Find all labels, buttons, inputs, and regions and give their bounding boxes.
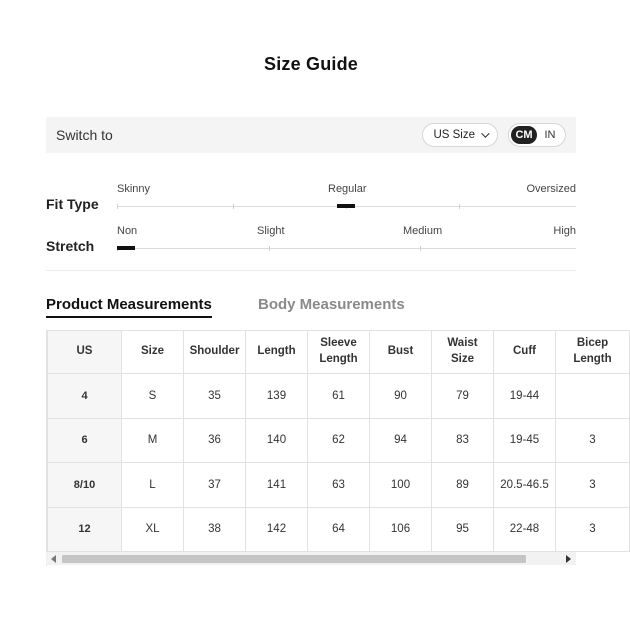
chevron-down-icon (481, 129, 489, 137)
table-cell (556, 374, 630, 419)
table-cell: 22-48 (494, 507, 556, 552)
measurements-table-container (46, 330, 612, 566)
scale-tick (269, 246, 270, 251)
table-cell: 83 (432, 418, 494, 463)
fit-type-marker (337, 204, 355, 208)
unit-cm-button[interactable]: CM (511, 126, 537, 144)
table-cell: 94 (370, 418, 432, 463)
table-cell: 140 (246, 418, 308, 463)
unit-in-button[interactable]: IN (544, 129, 556, 141)
fit-type-option-regular: Regular (328, 183, 367, 195)
table-cell: 36 (184, 418, 246, 463)
table-cell: S (122, 374, 184, 419)
stretch-option-high: High (553, 225, 576, 237)
page-title: Size Guide (263, 54, 359, 74)
size-system-value: US Size (433, 129, 475, 141)
table-body (48, 374, 630, 552)
column-header: Length (246, 331, 308, 374)
table-row (48, 418, 630, 463)
table-cell: L (122, 463, 184, 508)
section-divider (46, 270, 576, 271)
column-header: Waist Size (432, 331, 494, 374)
stretch-label: Stretch (46, 238, 95, 254)
table-cell: 19-44 (494, 374, 556, 419)
table-cell: 139 (246, 374, 308, 419)
fit-type-track (117, 206, 576, 207)
stretch-option-slight: Slight (257, 225, 285, 237)
column-header: Sleeve Length (308, 331, 370, 374)
column-header: Size (122, 331, 184, 374)
table-row (48, 374, 630, 419)
table-cell: M (122, 418, 184, 463)
table-cell: 141 (246, 463, 308, 508)
table-cell: 61 (308, 374, 370, 419)
column-header: Bicep Length (556, 331, 630, 374)
stretch-option-non: Non (117, 225, 138, 237)
stretch-marker (117, 246, 135, 250)
scale-tick (117, 204, 118, 209)
table-cell: 62 (308, 418, 370, 463)
table-cell: 3 (556, 418, 630, 463)
scroll-right-arrow-icon[interactable] (566, 555, 571, 563)
table-cell: 35 (184, 374, 246, 419)
table-cell: 89 (432, 463, 494, 508)
table-cell: XL (122, 507, 184, 552)
scale-tick (233, 204, 234, 209)
column-header: Cuff (494, 331, 556, 374)
table-cell: 37 (184, 463, 246, 508)
table-cell: 38 (184, 507, 246, 552)
table-cell: 95 (432, 507, 494, 552)
scroll-left-arrow-icon[interactable] (51, 555, 56, 563)
table-cell: 79 (432, 374, 494, 419)
size-system-dropdown[interactable] (422, 123, 498, 147)
table-cell: 6 (48, 418, 122, 463)
fit-type-option-skinny: Skinny (117, 183, 151, 195)
table-cell: 90 (370, 374, 432, 419)
unit-toggle (508, 123, 566, 147)
table-cell: 12 (48, 507, 122, 552)
table-row (48, 507, 630, 552)
table-cell: 4 (48, 374, 122, 419)
table-cell: 100 (370, 463, 432, 508)
stretch-option-medium: Medium (403, 225, 443, 237)
table-cell: 63 (308, 463, 370, 508)
tab-product-measurements[interactable]: Product Measurements (46, 296, 212, 318)
table-cell: 64 (308, 507, 370, 552)
measurements-table (47, 330, 630, 552)
table-cell: 19-45 (494, 418, 556, 463)
column-header: US (48, 331, 122, 374)
scrollbar-thumb[interactable] (62, 555, 526, 563)
table-header-row (48, 331, 630, 374)
unit-switch-bar (46, 117, 576, 153)
fit-type-option-oversized: Oversized (526, 183, 576, 195)
fit-type-label: Fit Type (46, 196, 99, 212)
stretch-track (117, 248, 576, 249)
table-cell: 8/10 (48, 463, 122, 508)
table-cell: 3 (556, 507, 630, 552)
table-cell: 3 (556, 463, 630, 508)
column-header: Shoulder (184, 331, 246, 374)
scale-tick (420, 246, 421, 251)
table-row (48, 463, 630, 508)
table-cell: 20.5-46.5 (494, 463, 556, 508)
table-cell: 106 (370, 507, 432, 552)
horizontal-scrollbar[interactable] (46, 551, 576, 565)
column-header: Bust (370, 331, 432, 374)
tab-body-measurements[interactable]: Body Measurements (258, 296, 405, 313)
table-cell: 142 (246, 507, 308, 552)
scale-tick (459, 204, 460, 209)
switch-label: Switch to (56, 127, 113, 143)
